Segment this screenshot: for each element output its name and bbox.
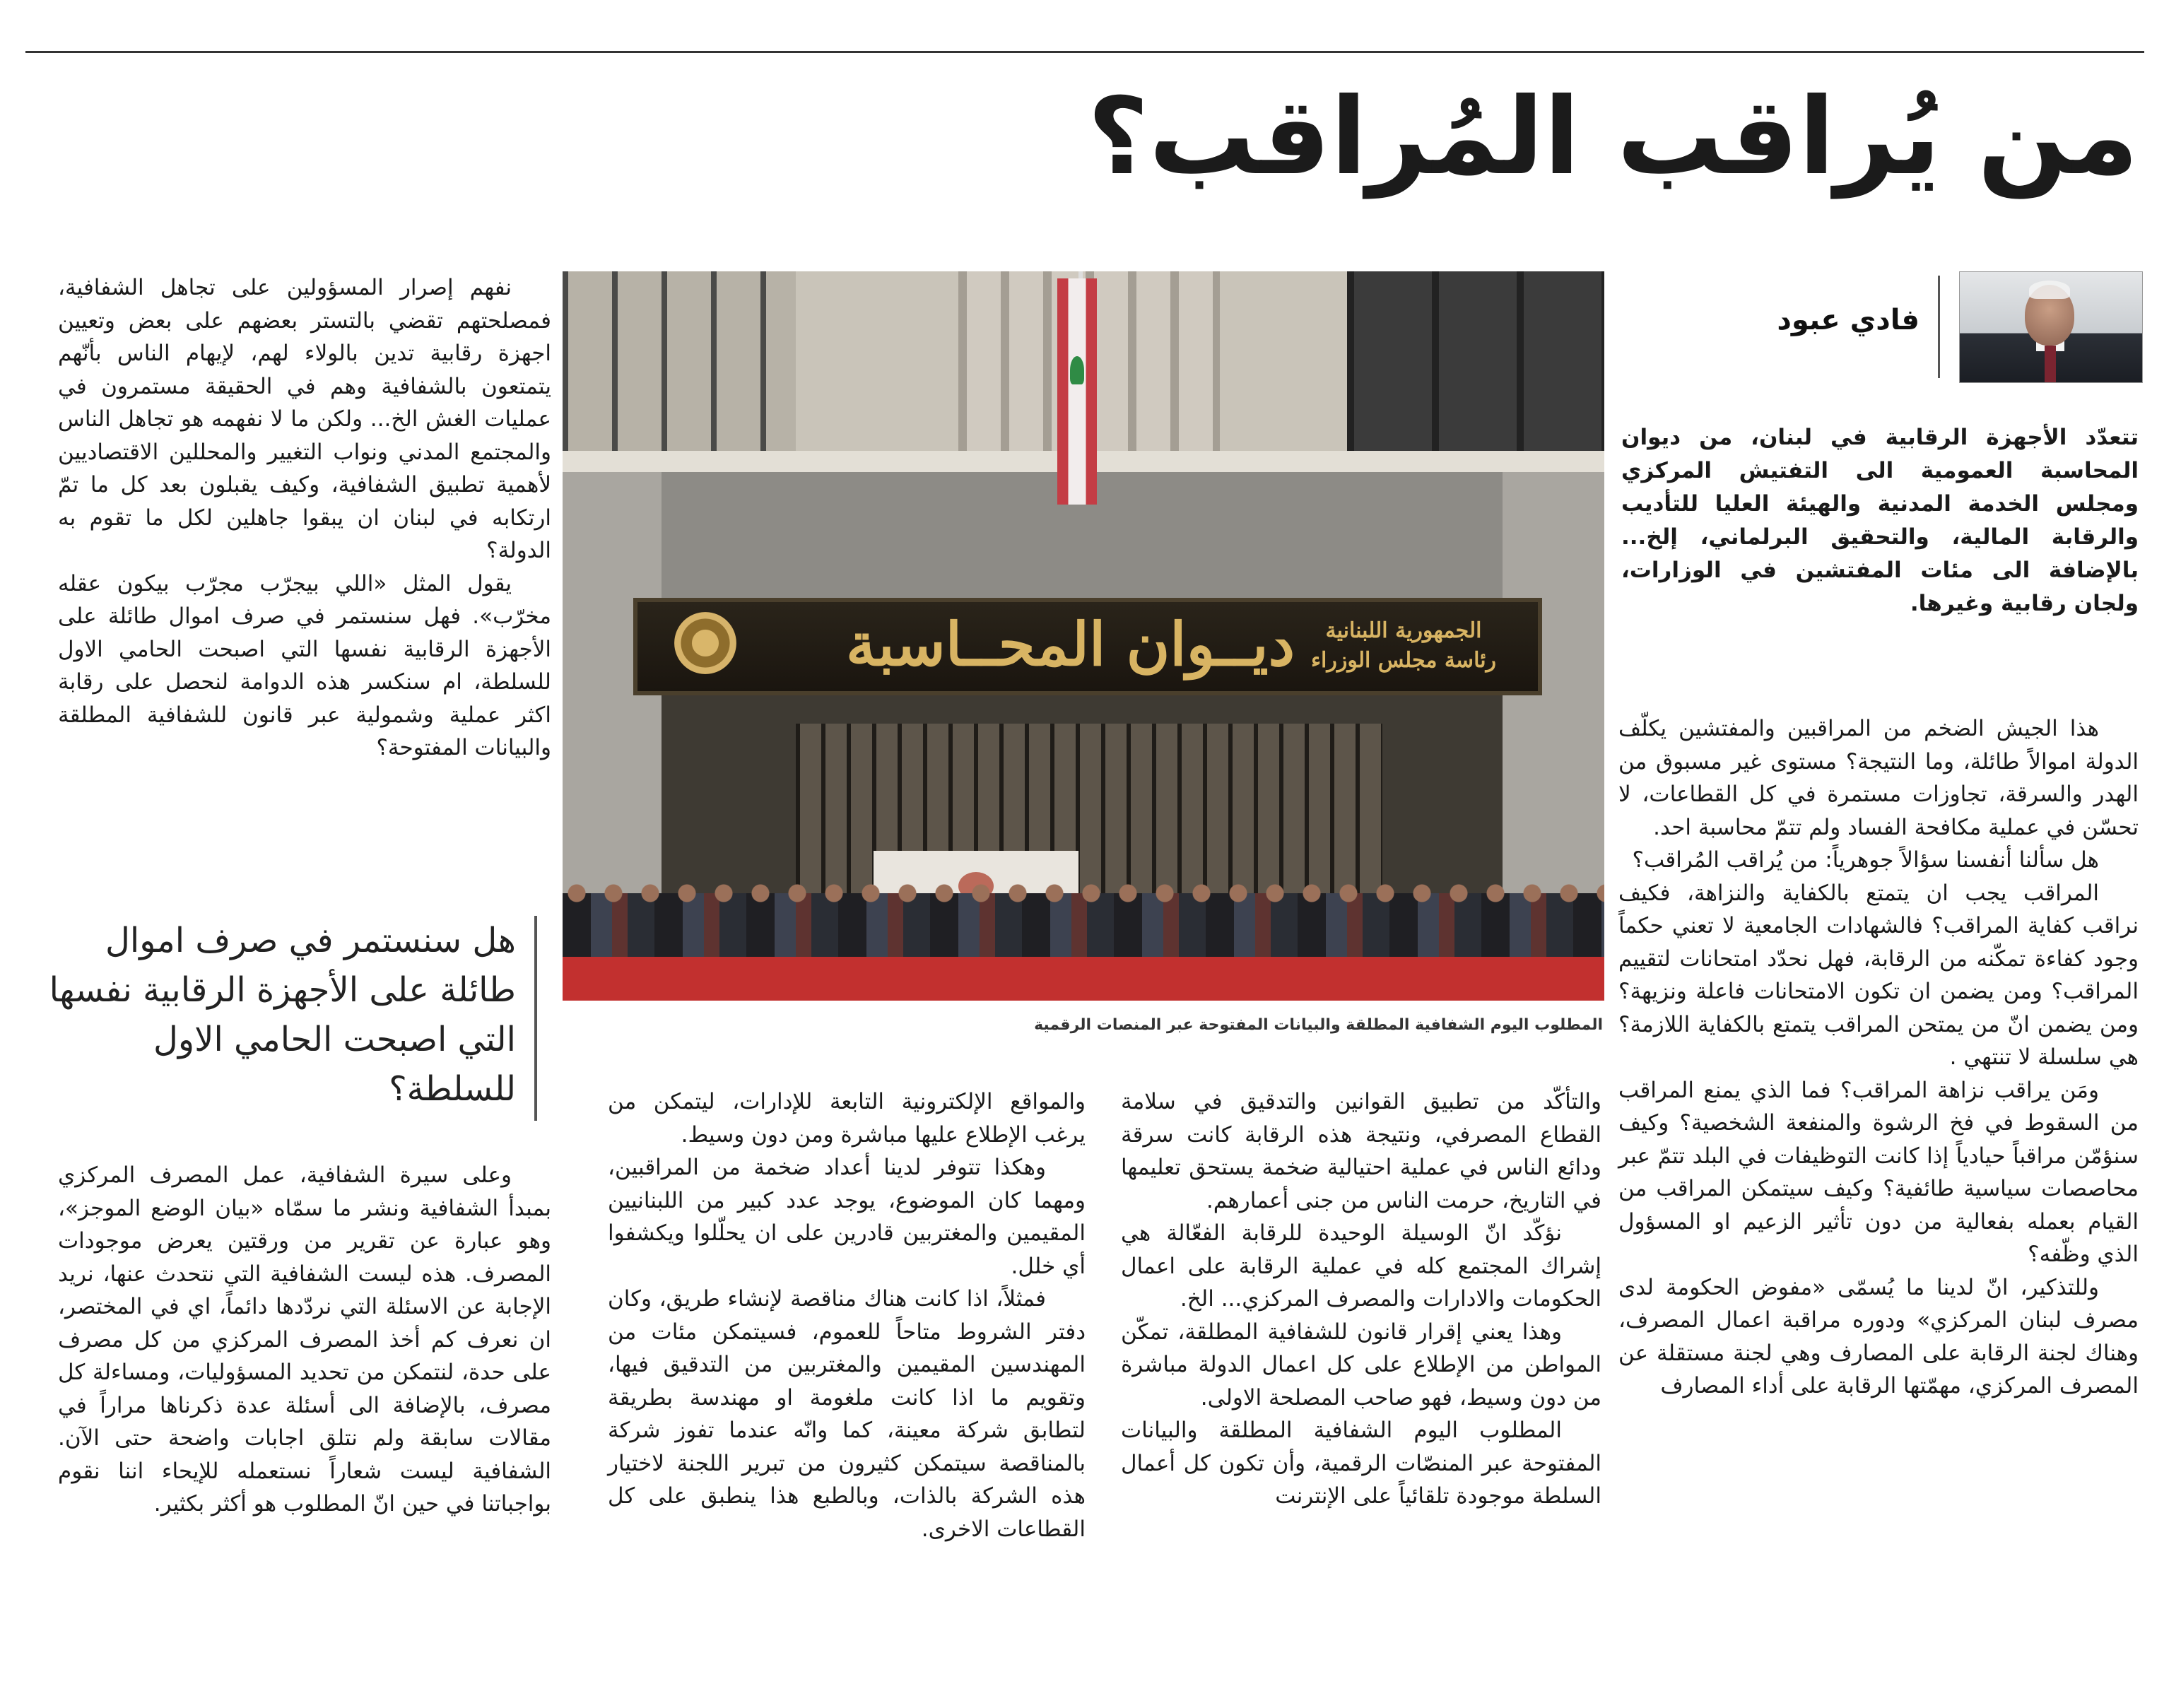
- paragraph: المراقب يجب ان يتمتع بالكفاية والنزاهة، فكيف نراقب كفاية المراقب؟ فالشهادات الجامعية لا تعني حكماً وجود كفاءة تمكّنه من الرقابة، فهل نحدّد امتحانات لتقييم المراقب؟ ومن يضمن ان تكون الامتحانات فاعلة ونزيهة؟ ومن يضمن انّ من يمتحن المراقب يتمتع بالكفاية اللازمة؟ هي سلسلة لا تنتهي .: [1618, 880, 2139, 1070]
- emblem-icon: [674, 612, 736, 674]
- column-left-bottom: [58, 1159, 551, 1521]
- paragraph: نفهم إصرار المسؤولين على تجاهل الشفافية، فمصلحتهم تقضي بالتستر بعضهم على بعض وتعيين اجهزة رقابية تدين بالولاء لهم، لإيهام الناس بأنّهم يتمتعون بالشفافية وهم في الحقيقة مستمرون في عمليات الغش الخ... ولكن ما لا نفهمه هو تجاهل الناس والمجتمع المدني ونواب التغيير والمحللين الاقتصاديين لأهمية تطبيق الشفافية، وكيف يقبلون بعد كل ما تمّ ارتكابه في لبنان ان يبقوا جاهلين لكل ما تقوم به الدولة؟: [58, 275, 551, 563]
- lead-paragraph: تتعدّد الأجهزة الرقابية في لبنان، من ديوان المحاسبة العمومية الى التفتيش المركزي ومجلس الخدمة المدنية والهيئة العليا للتأديب والرقابة المالية، والتحقيق البرلماني، إلخ... بالإضافة الى مئات المفتشين في الوزارات، ولجان رقابية وغيرها.: [1621, 425, 2139, 616]
- paragraph: وهكذا تتوفر لدينا أعداد ضخمة من المراقبين، ومهما كان الموضوع، يوجد عدد كبير من اللبنانيين المقيمين والمغتربين قادرين على ان يحلّلوا ويكشفوا أي خلل.: [608, 1155, 1086, 1279]
- court-of-audit-sign: [633, 598, 1542, 695]
- photo-crowd-heads: [563, 879, 1604, 907]
- column-middle-left: [608, 1085, 1086, 1545]
- news-photo: [563, 271, 1604, 1001]
- author-name: فادي عبود: [1777, 304, 1920, 336]
- paragraph: وهذا يعني إقرار قانون للشفافية المطلقة، تمكّن المواطن من الإطلاع على كل اعمال الدولة مباشرة من دون وسيط، فهو صاحب المصلحة الاولى.: [1121, 1319, 1601, 1410]
- paragraph: والمواقع الإلكترونية التابعة للإدارات، ليتمكن من يرغب الإطلاع عليها مباشرة ومن دون وسيط.: [608, 1089, 1086, 1148]
- photo-window-right: [1347, 271, 1604, 454]
- paragraph: يقول المثل «اللي بيجرّب مجرّب بيكون عقله مخرّب». فهل سنستمر في صرف اموال طائلة على الأجهزة الرقابية نفسها التي اصبحت الحامي الاول للسلطة، ام سنكسر هذه الدوامة لنحصل على رقابة اكثر عملية وشمولية عبر قانون للشفافية المطلقة والبيانات المفتوحة؟: [58, 570, 551, 760]
- photo-caption: المطلوب اليوم الشفافية المطلقة والبيانات المفتوحة عبر المنصات الرقمية: [1034, 1016, 1603, 1034]
- lebanese-flag-icon: [1057, 278, 1097, 505]
- sign-title: ديــوان المحــاسبة: [846, 609, 1295, 679]
- sign-sub-line: رئاسة مجلس الوزراء: [1310, 648, 1497, 673]
- paragraph: وعلى سيرة الشفافية، عمل المصرف المركزي بمبدأ الشفافية ونشر ما سمّاه «بيان الوضع الموجز»، وهو عبارة عن تقرير من ورقتين يعرض موجودات المصرف. هذه ليست الشفافية التي نتحدث عنها، نريد الإجابة عن الاسئلة التي نردّدها دائماً، اي في المختصر، ان نعرف كم أخذ المصرف المركزي من كل مصرف على حدة، لنتمكن من تحديد المسؤوليات، ومساءلة كل مصرف، بالإضافة الى أسئلة عدة ذكرناها مراراً في مقالات سابقة ولم نتلق اجابات واضحة حتى الآن. الشفافية ليست شعاراً نستعمله للإيحاء اننا نقوم بواجباتنا في حين انّ المطلوب هو أكثر بكثير.: [58, 1162, 551, 1516]
- column-left-top: [58, 271, 551, 765]
- sign-sub-line: الجمهورية اللبنانية: [1325, 618, 1482, 643]
- paragraph: ومَن يراقب نزاهة المراقب؟ فما الذي يمنع المراقب من السقوط في فخ الرشوة والمنفعة الشخصية؟ وكيف سنؤمّن مراقباً حيادياً إذا كانت التوظيفات في البلد تتمّ عبر محاصصات سياسية طائفية؟ وكيف سيتمكن المراقب من القيام بعمله بفعالية من دون تأثير الزعيم او المسؤول الذي وظّفه؟: [1618, 1077, 2139, 1267]
- pull-quote: هل سنستمر في صرف اموال طائلة على الأجهزة الرقابية نفسها التي اصبحت الحامي الاول للسلطة؟: [28, 916, 537, 1121]
- paragraph: وللتذكير، انّ لدينا ما يُسمّى «مفوض الحكومة لدى مصرف لبنان المركزي» ودوره مراقبة اعمال المصرف، وهناك لجنة الرقابة على المصارف وهي لجنة مستقلة عن المصرف المركزي، مهمّتها الرقابة على أداء المصارف: [1618, 1274, 2139, 1398]
- paragraph: هذا الجيش الضخم من المراقبين والمفتشين يكلّف الدولة اموالاً طائلة، وما النتيجة؟ مستوى غير مسبوق من الهدر والسرقة، تجاوزات مستمرة في كل القطاعات، لا تحسّن في عملية مكافحة الفساد ولم تتمّ محاسبة احد.: [1618, 716, 2139, 840]
- cedar-icon: [1070, 356, 1084, 384]
- sign-subtitle: [1298, 616, 1510, 676]
- headline: من يُراقب المُراقب؟: [1087, 76, 2139, 199]
- author-divider: [1938, 276, 1940, 378]
- photo-tie: [2045, 346, 2056, 382]
- photo-red-banner: [563, 957, 1604, 1001]
- paragraph: المطلوب اليوم الشفافية المطلقة والبيانات المفتوحة عبر المنصّات الرقمية، وأن تكون كل أعمال السلطة موجودة تلقائياً على الإنترنت: [1121, 1418, 1601, 1509]
- paragraph: والتأكّد من تطبيق القوانين والتدقيق في سلامة القطاع المصرفي، ونتيجة هذه الرقابة كانت سرقة ودائع الناس في عملية احتيالية ضخمة يستحق تعليمها في التاريخ، حرمت الناس من جنى أعمارهم.: [1121, 1089, 1601, 1213]
- photo-window-left: [563, 271, 796, 454]
- top-rule: [25, 51, 2144, 53]
- paragraph: نؤكّد انّ الوسيلة الوحيدة للرقابة الفعّالة هي إشراك المجتمع كله في عملية الرقابة على اعمال الحكومات والادارات والمصرف المركزي... الخ.: [1121, 1220, 1601, 1312]
- paragraph: هل سألنا أنفسنا سؤالاً جوهرياً: من يُراقب المُراقب؟: [1632, 847, 2099, 873]
- column-right: [1618, 712, 2139, 1403]
- author-photo: [1959, 271, 2143, 383]
- paragraph: فمثلاً، اذا كانت هناك مناقصة لإنشاء طريق، وكان دفتر الشروط متاحاً للعموم، فسيتمكن مئات من المهندسين المقيمين والمغتربين من التدقيق فيها، وتقويم ما اذا كانت ملغومة او مهندسة بطريقة لتطابق شركة معينة، كما وانّه عندما تفوز شركة بالمناقصة سيتمكن كثيرون من تبرير اللجنة لاختيار هذه الشركة بالذات، وبالطبع هذا ينطبق على كل القطاعات الاخرى.: [608, 1286, 1086, 1542]
- photo-hair: [2029, 281, 2070, 299]
- column-middle-right: [1121, 1085, 1601, 1513]
